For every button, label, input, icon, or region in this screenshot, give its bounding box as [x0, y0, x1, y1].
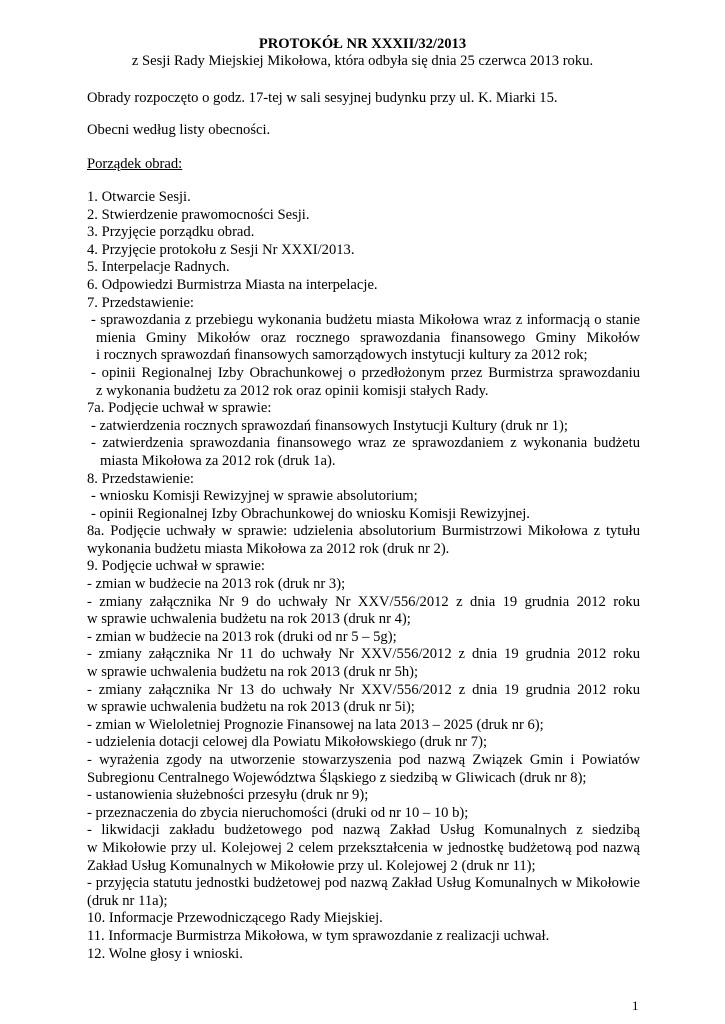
agenda-line: 7a. Podjęcie uchwał w sprawie: — [87, 400, 272, 417]
agenda-line: - udzielenia dotacji celowej dla Powiatu Mikołowskiego (druk nr 7); — [87, 734, 488, 751]
agenda-line: - zmiany załącznika Nr 13 do uchwały Nr XXV/556/2012 z dnia 19 grudnia 2012 roku — [87, 681, 640, 698]
protocol-title: PROTOKÓŁ NR XXXII/32/2013 — [258, 36, 467, 52]
agenda-line: miasta Mikołowa za 2012 rok (druk 1a). — [100, 452, 336, 469]
agenda-line: 8. Przedstawienie: — [87, 470, 194, 487]
agenda-heading: Porządek obrad: — [87, 156, 183, 172]
agenda-line: w sprawie uchwalenia budżetu na rok 2013 (druk nr 5i); — [87, 699, 415, 716]
agenda-line: (druk nr 11a); — [87, 892, 168, 909]
agenda-line: - przeznaczenia do zbycia nieruchomości (druki od nr 10 – 10 b); — [87, 804, 469, 821]
agenda-line: - wniosku Komisji Rewizyjnej w sprawie absolutorium; — [91, 488, 418, 505]
agenda-line: - sprawozdania z przebiegu wykonania budżetu miasta Mikołowa wraz z informacją o stanie — [91, 312, 640, 329]
agenda-line: - zmiany załącznika Nr 11 do uchwały Nr XXV/556/2012 z dnia 19 grudnia 2012 roku — [87, 646, 640, 663]
agenda-line: mienia Gminy Mikołów oraz rocznego sprawozdania finansowego Gminy Mikołów — [96, 329, 640, 346]
agenda-line: 9. Podjęcie uchwał w sprawie: — [87, 558, 265, 575]
agenda-line: Subregionu Centralnego Województwa Śląskiego z siedzibą w Gliwicach (druk nr 8); — [87, 769, 587, 786]
agenda-line: wykonania budżetu miasta Mikołowa za 2012 rok (druk nr 2). — [87, 540, 450, 557]
agenda-line: 2. Stwierdzenie prawomocności Sesji. — [87, 206, 310, 223]
agenda-line: 8a. Podjęcie uchwały w sprawie: udzielenia absolutorium Burmistrzowi Mikołowa z tytułu — [87, 523, 640, 540]
agenda-line: - ustanowienia służebności przesyłu (druk nr 9); — [87, 787, 369, 804]
agenda-line: 12. Wolne głosy i wnioski. — [87, 945, 243, 962]
agenda-line: 7. Przedstawienie: — [87, 294, 194, 311]
agenda-line: z wykonania budżetu za 2012 rok oraz opinii komisji stałych Rady. — [96, 382, 489, 399]
agenda-line: - zmian w Wieloletniej Prognozie Finansowej na lata 2013 – 2025 (druk nr 6); — [87, 716, 544, 733]
agenda-line: - likwidacji zakładu budżetowego pod nazwą Zakład Usług Komunalnych z siedzibą — [87, 822, 640, 839]
page-number: 1 — [632, 998, 639, 1013]
agenda-line: - zatwierdzenia sprawozdania finansowego wraz ze sprawozdaniem z wykonania budżetu — [91, 435, 640, 452]
agenda-line: 3. Przyjęcie porządku obrad. — [87, 224, 255, 241]
agenda-line: 11. Informacje Burmistrza Mikołowa, w tym sprawozdanie z realizacji uchwał. — [87, 927, 550, 944]
agenda-line: - opinii Regionalnej Izby Obrachunkowej o przedłożonym przez Burmistrza sprawozdaniu — [91, 364, 640, 381]
agenda-line: i rocznych sprawozdań finansowych samorządowych instytucji kultury za 2012 rok; — [96, 347, 588, 364]
agenda-line: - wyrażenia zgody na utworzenie stowarzyszenia pod nazwą Związek Gmin i Powiatów — [87, 752, 640, 768]
agenda-list — [87, 189, 640, 963]
agenda-line: w Mikołowie przy ul. Kolejowej 2 celem przekształcenia w jednostkę budżetową pod nazwą — [87, 839, 640, 856]
agenda-line: - zmiany załącznika Nr 9 do uchwały Nr XXV/556/2012 z dnia 19 grudnia 2012 roku — [87, 593, 640, 610]
agenda-line: 1. Otwarcie Sesji. — [87, 189, 191, 205]
agenda-line: 4. Przyjęcie protokołu z Sesji Nr XXXI/2013. — [87, 241, 355, 258]
agenda-line: 10. Informacje Przewodniczącego Rady Miejskiej. — [87, 910, 383, 927]
protocol-subtitle: z Sesji Rady Miejskiej Mikołowa, która odbyła się dnia 25 czerwca 2013 roku. — [131, 53, 594, 69]
agenda-line: - zmian w budżecie na 2013 rok (druk nr 3); — [87, 576, 346, 593]
session-start-paragraph: Obrady rozpoczęto o godz. 17-tej w sali sesyjnej budynku przy ul. K. Miarki 15. — [87, 90, 558, 106]
agenda-line: w sprawie uchwalenia budżetu na rok 2013 (druk nr 5h); — [87, 664, 419, 681]
agenda-line: Zakład Usług Komunalnych w Mikołowie przy ul. Kolejowej 2 (druk nr 11); — [87, 857, 536, 874]
agenda-line: - zatwierdzenia rocznych sprawozdań finansowych Instytucji Kultury (druk nr 1); — [91, 417, 568, 434]
agenda-line: 5. Interpelacje Radnych. — [87, 259, 230, 276]
agenda-line: w sprawie uchwalenia budżetu na rok 2013 (druk nr 4); — [87, 611, 411, 628]
agenda-line: - przyjęcia statutu jednostki budżetowej pod nazwą Zakład Usług Komunalnych w Mikołowie — [87, 875, 640, 892]
attendance-paragraph: Obecni według listy obecności. — [87, 122, 271, 138]
agenda-line: 6. Odpowiedzi Burmistrza Miasta na interpelacje. — [87, 276, 378, 293]
agenda-line: - zmian w budżecie na 2013 rok (druki od nr 5 – 5g); — [87, 628, 397, 645]
agenda-line: - opinii Regionalnej Izby Obrachunkowej do wniosku Komisji Rewizyjnej. — [91, 505, 530, 522]
